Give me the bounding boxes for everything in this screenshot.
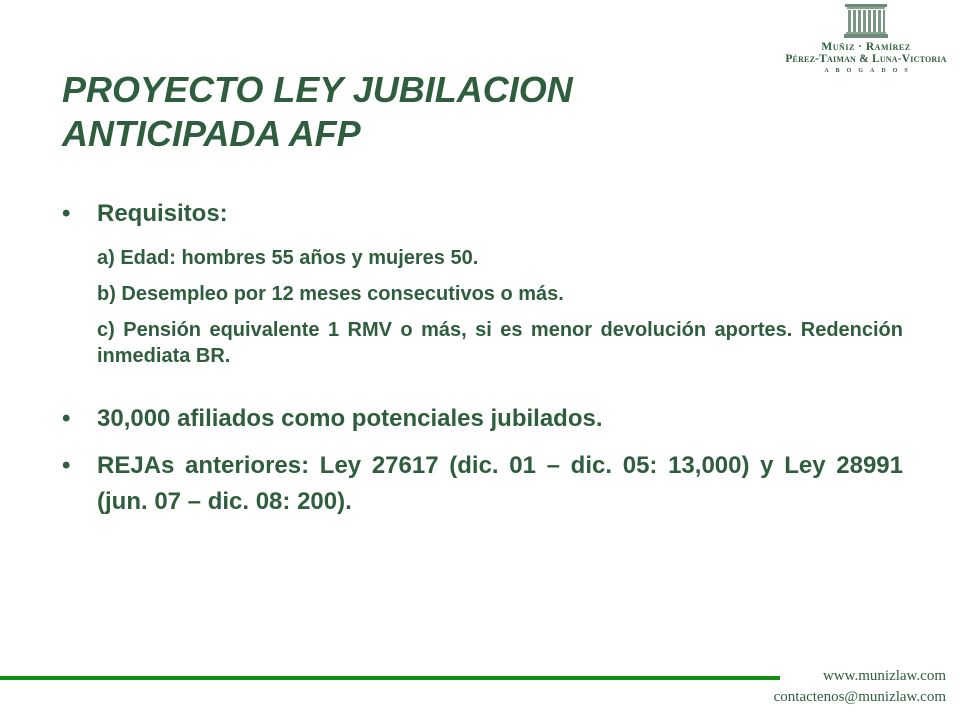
bullet-rejas (62, 448, 903, 520)
logo-firm-names-line1: Muñiz · Ramírez (821, 41, 911, 53)
bullet-marker: • (62, 452, 71, 479)
bullet-marker: • (62, 200, 71, 227)
bullet-text: 30,000 afiliados como potenciales jubilados. (97, 405, 603, 432)
slide-body (62, 196, 903, 520)
bullet-text: Requisitos: (97, 200, 228, 227)
bullet-text: REJAs anteriores: Ley 27617 (dic. 01 – dic. 05: 13,000) y Ley 28991 (jun. 07 – dic. 08: 200). (97, 452, 903, 515)
logo-firm-names-line2: Pérez-Taiman & Luna-Victoria (785, 53, 947, 65)
logo-tagline: ABOGADOS (824, 68, 915, 74)
bullet-marker: • (62, 405, 71, 432)
footer-divider (0, 676, 780, 680)
requisito-desempleo: b) Desempleo por 12 meses consecutivos o más. (97, 283, 564, 305)
requisito-pension: c) Pensión equivalente 1 RMV o más, si es menor devolución aportes. Redención inmediata BR. (97, 319, 903, 367)
bullet-afiliados (62, 401, 903, 437)
bullet-requisitos (62, 196, 903, 232)
slide-title-line1: PROYECTO LEY JUBILACION (62, 69, 573, 110)
slide-title-line2: ANTICIPADA AFP (62, 113, 361, 154)
footer-email-link[interactable]: contactenos@munizlaw.com (773, 689, 946, 705)
building-columns-icon (844, 4, 888, 38)
firm-logo (772, 4, 960, 77)
footer-contact (774, 666, 946, 708)
requisito-edad: a) Edad: hombres 55 años y mujeres 50. (97, 247, 479, 269)
footer-website-link[interactable]: www.munizlaw.com (822, 668, 946, 684)
slide-title (62, 68, 573, 156)
